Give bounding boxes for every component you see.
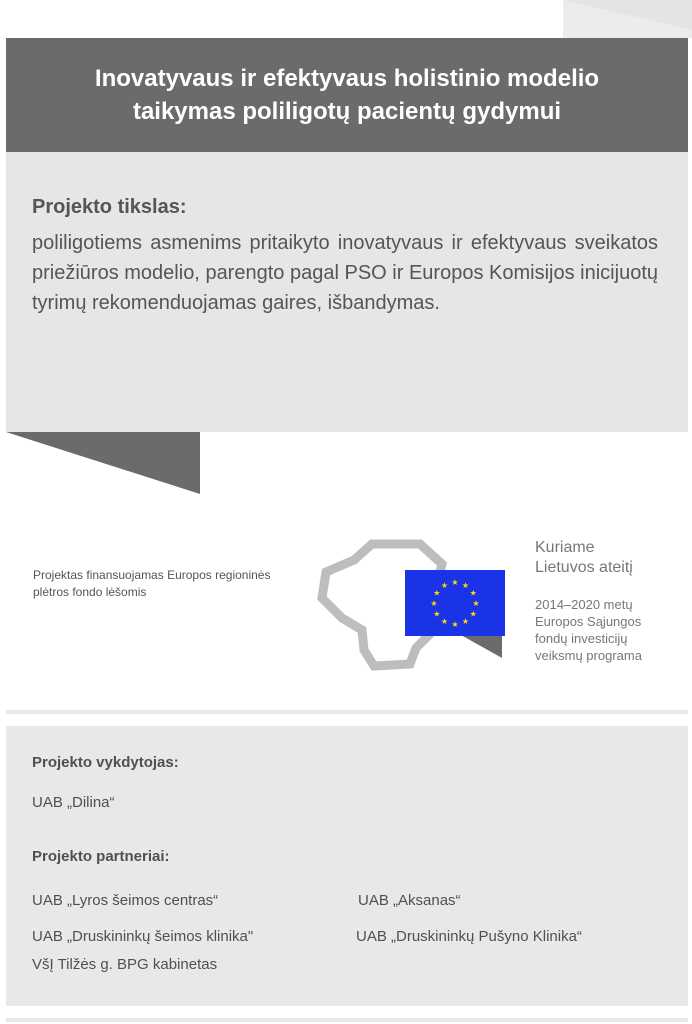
eu-star-icon: ★ [430,599,438,608]
eu-star-icon: ★ [440,580,449,590]
funding-text: Projektas finansuojamas Europos regioninės plėtros fondo lėšomis [33,568,271,599]
divider [6,710,688,714]
program-text: 2014–2020 metų Europos Sąjungos fondų investicijų veiksmų programa [535,597,642,663]
eu-star-icon: ★ [469,588,477,598]
executor-name: UAB „Dilina“ [32,794,115,811]
eu-star-icon: ★ [461,580,470,590]
partner-item: VšĮ Tilžės g. BPG kabinetas [32,956,218,973]
eu-star-icon: ★ [451,578,459,587]
top-fold-decoration [0,0,692,40]
goal-text: poliligotiems asmenims pritaikyto inovatyvaus ir efektyvaus sveikatos priežiūros modelio, parengto pagal PSO ir Europos Komisijos inicijuotų tyrimų rekomenduojamas gaires, išbandymas. [32,232,658,314]
slogan: Kuriame Lietuvos ateitį [535,539,633,576]
partner-item: UAB „Lyros šeimos centras“ [32,892,219,909]
partners-label: Projekto partneriai: [32,848,170,865]
page-title: Inovatyvaus ir efektyvaus holistinio modelio taikymas poliligotų pacientų gydymui [94,65,600,125]
executor-label: Projekto vykdytojas: [32,754,179,771]
eu-star-icon: ★ [433,609,441,619]
eu-star-icon: ★ [440,617,449,627]
eu-star-icon: ★ [451,620,459,629]
partner-item: UAB „Druskininkų Pušyno Klinika“ [356,928,582,945]
eu-star-icon: ★ [461,617,470,627]
partner-item: UAB „Aksanas“ [358,892,461,909]
eu-star-icon: ★ [433,588,441,598]
goal-heading: Projekto tikslas: [32,196,187,218]
divider [6,1018,688,1022]
bottom-fold-decoration [0,432,210,496]
title-banner [6,38,688,152]
partner-item: UAB „Druskininkų šeimos klinika" [32,928,254,945]
lithuania-eu-logo [312,538,522,674]
eu-star-icon: ★ [469,609,477,619]
eu-star-icon: ★ [472,599,480,608]
